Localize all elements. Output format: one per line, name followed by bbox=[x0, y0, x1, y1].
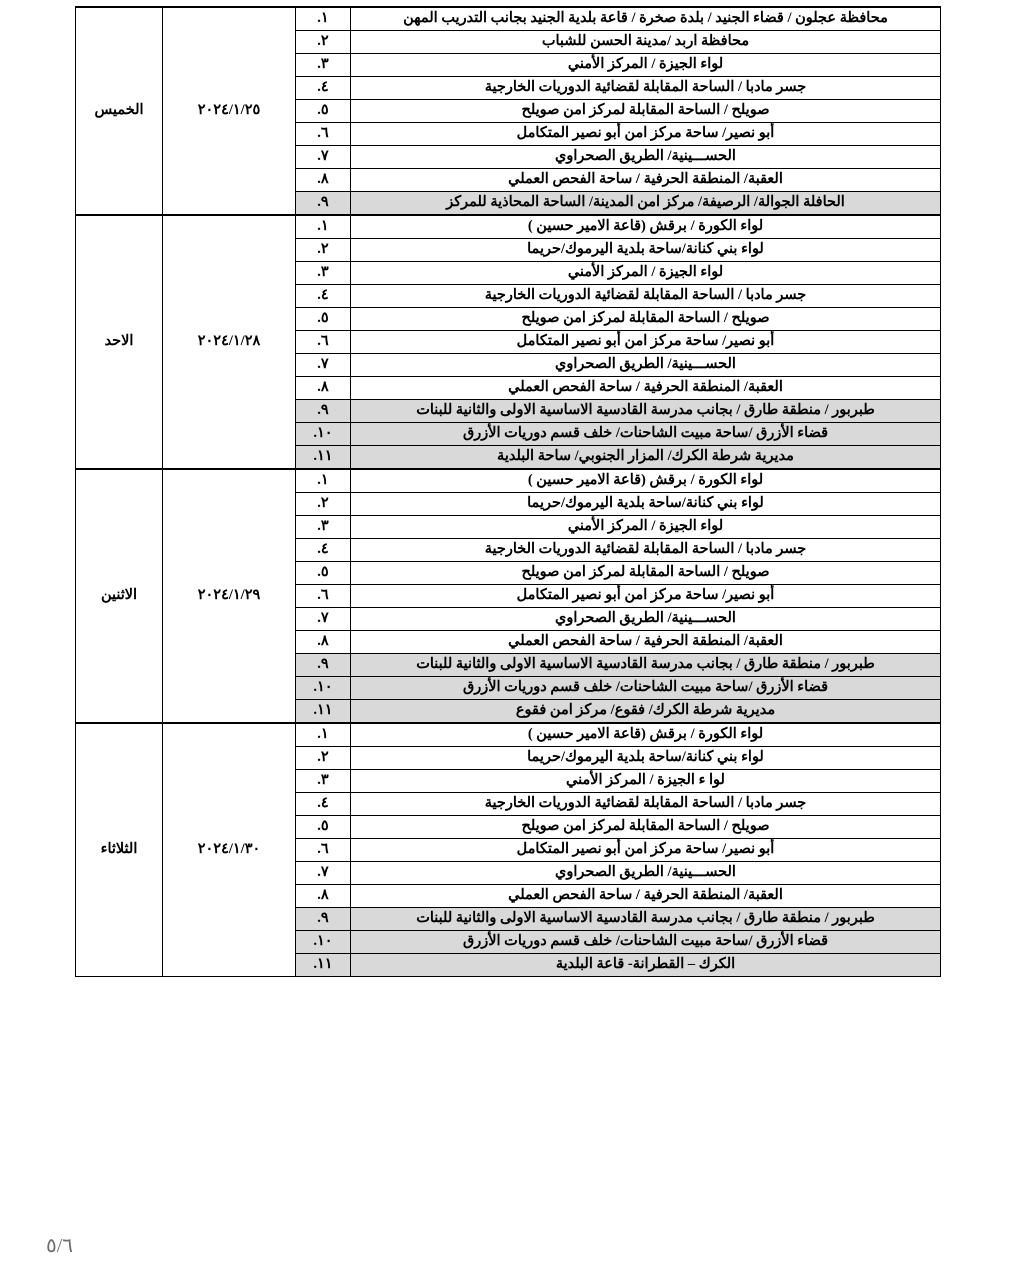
cell-index: ٤. bbox=[296, 793, 351, 816]
cell-date: ٢٠٢٤/١/٢٨ bbox=[163, 215, 296, 469]
cell-day: الاثنين bbox=[76, 469, 163, 723]
cell-location: أبو نصير/ ساحة مركز امن أبو نصير المتكامل bbox=[351, 331, 941, 354]
cell-day: الاحد bbox=[76, 215, 163, 469]
cell-location: طبربور / منطقة طارق / بجانب مدرسة القادسية الاساسية الاولى والثانية للبنات bbox=[351, 908, 941, 931]
cell-index: ١١. bbox=[296, 954, 351, 977]
cell-index: ١. bbox=[296, 723, 351, 747]
cell-index: ٢. bbox=[296, 239, 351, 262]
cell-index: ٦. bbox=[296, 123, 351, 146]
cell-index: ٢. bbox=[296, 493, 351, 516]
cell-index: ١. bbox=[296, 469, 351, 493]
cell-index: ٥. bbox=[296, 308, 351, 331]
cell-index: ٨. bbox=[296, 169, 351, 192]
cell-index: ٢. bbox=[296, 31, 351, 54]
cell-index: ٥. bbox=[296, 100, 351, 123]
cell-location: لواء الجيزة / المركز الأمني bbox=[351, 262, 941, 285]
cell-location: طبربور / منطقة طارق / بجانب مدرسة القادسية الاساسية الاولى والثانية للبنات bbox=[351, 400, 941, 423]
cell-index: ١١. bbox=[296, 700, 351, 724]
cell-day: الثلاثاء bbox=[76, 723, 163, 977]
cell-index: ٨. bbox=[296, 631, 351, 654]
cell-index: ١٠. bbox=[296, 423, 351, 446]
cell-location: قضاء الأزرق /ساحة مبيت الشاحنات/ خلف قسم دوريات الأزرق bbox=[351, 423, 941, 446]
cell-day: الخميس bbox=[76, 7, 163, 215]
schedule-table bbox=[75, 6, 941, 977]
cell-index: ١٠. bbox=[296, 931, 351, 954]
cell-location: العقبة/ المنطقة الحرفية / ساحة الفحص العملي bbox=[351, 377, 941, 400]
cell-location: لواء الجيزة / المركز الأمني bbox=[351, 516, 941, 539]
cell-location: صويلح / الساحة المقابلة لمركز امن صويلح bbox=[351, 816, 941, 839]
cell-location: صويلح / الساحة المقابلة لمركز امن صويلح bbox=[351, 562, 941, 585]
cell-index: ١. bbox=[296, 7, 351, 31]
cell-location: صويلح / الساحة المقابلة لمركز امن صويلح bbox=[351, 308, 941, 331]
table-row bbox=[76, 723, 941, 747]
cell-index: ٩. bbox=[296, 908, 351, 931]
cell-location: الكرك – القطرانة- قاعة البلدية bbox=[351, 954, 941, 977]
cell-location: لوا ء الجيزة / المركز الأمني bbox=[351, 770, 941, 793]
cell-index: ٧. bbox=[296, 862, 351, 885]
cell-location: لواء الكورة / برقش (قاعة الامير حسين ) bbox=[351, 469, 941, 493]
schedule-table-body bbox=[76, 7, 941, 977]
cell-index: ٩. bbox=[296, 654, 351, 677]
cell-index: ٦. bbox=[296, 331, 351, 354]
cell-location: قضاء الأزرق /ساحة مبيت الشاحنات/ خلف قسم دوريات الأزرق bbox=[351, 677, 941, 700]
page-number: ٥/٦ bbox=[46, 1235, 74, 1257]
cell-index: ٧. bbox=[296, 146, 351, 169]
cell-location: لواء الجيزة / المركز الأمني bbox=[351, 54, 941, 77]
cell-location: أبو نصير/ ساحة مركز امن أبو نصير المتكامل bbox=[351, 839, 941, 862]
cell-location: الحســـينية/ الطريق الصحراوي bbox=[351, 608, 941, 631]
cell-location: صويلح / الساحة المقابلة لمركز امن صويلح bbox=[351, 100, 941, 123]
cell-location: أبو نصير/ ساحة مركز امن أبو نصير المتكامل bbox=[351, 123, 941, 146]
cell-index: ٤. bbox=[296, 77, 351, 100]
cell-index: ١١. bbox=[296, 446, 351, 470]
cell-location: أبو نصير/ ساحة مركز امن أبو نصير المتكامل bbox=[351, 585, 941, 608]
cell-index: ٣. bbox=[296, 516, 351, 539]
cell-index: ٥. bbox=[296, 562, 351, 585]
cell-date: ٢٠٢٤/١/٢٩ bbox=[163, 469, 296, 723]
cell-index: ٣. bbox=[296, 54, 351, 77]
cell-location: طبربور / منطقة طارق / بجانب مدرسة القادسية الاساسية الاولى والثانية للبنات bbox=[351, 654, 941, 677]
cell-date: ٢٠٢٤/١/٣٠ bbox=[163, 723, 296, 977]
cell-location: جسر مادبا / الساحة المقابلة لقضائية الدوريات الخارجية bbox=[351, 77, 941, 100]
cell-index: ٩. bbox=[296, 400, 351, 423]
cell-index: ١٠. bbox=[296, 677, 351, 700]
cell-location: محافظة عجلون / قضاء الجنيد / بلدة صخرة / قاعة بلدية الجنيد بجانب التدريب المهن bbox=[351, 7, 941, 31]
cell-location: الحســـينية/ الطريق الصحراوي bbox=[351, 862, 941, 885]
cell-location: العقبة/ المنطقة الحرفية / ساحة الفحص العملي bbox=[351, 169, 941, 192]
cell-location: مديرية شرطة الكرك/ فقوع/ مركز امن فقوع bbox=[351, 700, 941, 724]
cell-location: جسر مادبا / الساحة المقابلة لقضائية الدوريات الخارجية bbox=[351, 793, 941, 816]
cell-date: ٢٠٢٤/١/٢٥ bbox=[163, 7, 296, 215]
cell-index: ٣. bbox=[296, 262, 351, 285]
cell-index: ١. bbox=[296, 215, 351, 239]
cell-location: العقبة/ المنطقة الحرفية / ساحة الفحص العملي bbox=[351, 631, 941, 654]
cell-location: قضاء الأزرق /ساحة مبيت الشاحنات/ خلف قسم دوريات الأزرق bbox=[351, 931, 941, 954]
cell-index: ٧. bbox=[296, 354, 351, 377]
cell-location: الحافلة الجوالة/ الرصيفة/ مركز امن المدينة/ الساحة المحاذية للمركز bbox=[351, 192, 941, 216]
cell-location: الحســـينية/ الطريق الصحراوي bbox=[351, 354, 941, 377]
cell-index: ٨. bbox=[296, 885, 351, 908]
cell-index: ٣. bbox=[296, 770, 351, 793]
cell-location: محافظة اربد /مدينة الحسن للشباب bbox=[351, 31, 941, 54]
cell-location: الحســـينية/ الطريق الصحراوي bbox=[351, 146, 941, 169]
table-row bbox=[76, 7, 941, 31]
cell-location: لواء الكورة / برقش (قاعة الامير حسين ) bbox=[351, 215, 941, 239]
cell-index: ٥. bbox=[296, 816, 351, 839]
cell-location: لواء بني كنانة/ساحة بلدية اليرموك/حريما bbox=[351, 493, 941, 516]
cell-index: ٧. bbox=[296, 608, 351, 631]
cell-location: جسر مادبا / الساحة المقابلة لقضائية الدوريات الخارجية bbox=[351, 539, 941, 562]
cell-location: مديرية شرطة الكرك/ المزار الجنوبي/ ساحة البلدية bbox=[351, 446, 941, 470]
cell-index: ٢. bbox=[296, 747, 351, 770]
cell-location: لواء بني كنانة/ساحة بلدية اليرموك/حريما bbox=[351, 747, 941, 770]
cell-index: ٨. bbox=[296, 377, 351, 400]
table-row bbox=[76, 469, 941, 493]
cell-index: ٤. bbox=[296, 285, 351, 308]
cell-index: ٩. bbox=[296, 192, 351, 216]
table-row bbox=[76, 215, 941, 239]
cell-location: جسر مادبا / الساحة المقابلة لقضائية الدوريات الخارجية bbox=[351, 285, 941, 308]
cell-index: ٦. bbox=[296, 839, 351, 862]
cell-index: ٤. bbox=[296, 539, 351, 562]
cell-location: لواء الكورة / برقش (قاعة الامير حسين ) bbox=[351, 723, 941, 747]
cell-index: ٦. bbox=[296, 585, 351, 608]
cell-location: العقبة/ المنطقة الحرفية / ساحة الفحص العملي bbox=[351, 885, 941, 908]
cell-location: لواء بني كنانة/ساحة بلدية اليرموك/حريما bbox=[351, 239, 941, 262]
